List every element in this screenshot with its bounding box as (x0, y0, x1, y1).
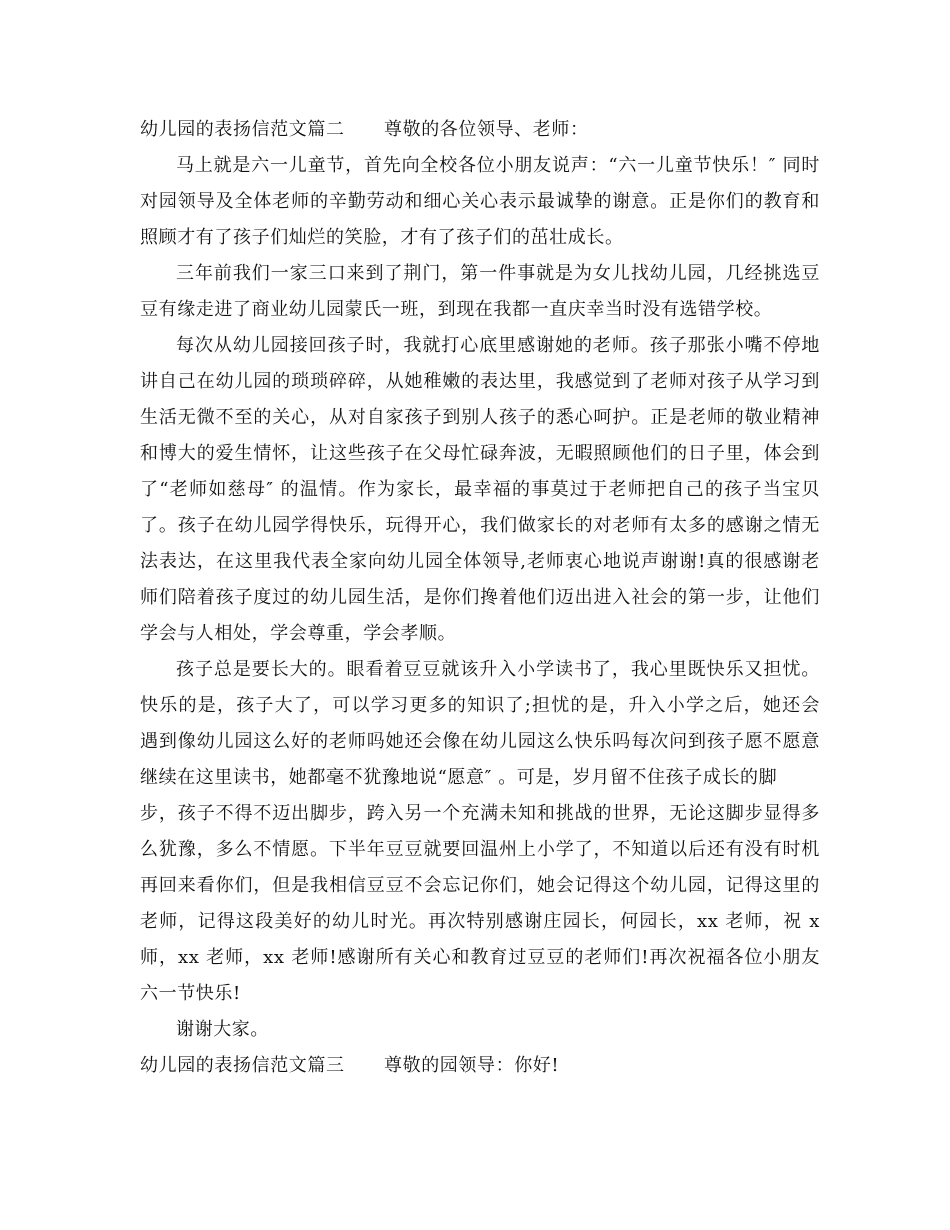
paragraph-line: 三年前我们一家三口来到了荆门，第一件事就是为女儿找幼儿园，几经挑选豆 (176, 263, 820, 284)
paragraph-line: 师们陪着孩子度过的幼儿园生活，是你们搀着他们迈出进入社会的第一步，让他们 (140, 587, 820, 608)
paragraph-line: 快乐的是，孩子大了，可以学习更多的知识了;担忧的是，升入小学之后，她还会 (140, 695, 820, 716)
paragraph-line: 孩子总是要长大的。眼看着豆豆就该升入小学读书了，我心里既快乐又担忧。 (176, 659, 820, 680)
section-3-title: 幼儿园的表扬信范文篇三 (140, 1055, 345, 1076)
paragraph-line: 马上就是六一儿童节，首先向全校各位小朋友说声：“六一儿童节快乐！″ 同时 (176, 155, 820, 176)
section-2-title: 幼儿园的表扬信范文篇二 (140, 119, 345, 140)
paragraph-line: 老师，记得这段美好的幼儿时光。再次特别感谢庄园长，何园长，xx 老师，祝 x (140, 911, 820, 932)
paragraph-line: 和博大的爱生情怀，让这些孩子在父母忙碌奔波，无暇照顾他们的日子里，体会到 (140, 443, 820, 464)
paragraph-line: 每次从幼儿园接回孩子时，我就打心底里感谢她的老师。孩子那张小嘴不停地 (176, 335, 820, 356)
paragraph-line: 照顾才有了孩子们灿烂的笑脸，才有了孩子们的茁壮成长。 (140, 227, 624, 248)
paragraph-line: 师，xx 老师，xx 老师!感谢所有关心和教育过豆豆的老师们!再次祝福各位小朋友 (140, 947, 820, 968)
section-2-salutation: 尊敬的各位领导、老师： (384, 119, 589, 140)
paragraph-line: 对园领导及全体老师的辛勤劳动和细心关心表示最诚挚的谢意。正是你们的教育和 (140, 191, 820, 212)
paragraph-line: 步，孩子不得不迈出脚步，跨入另一个充满未知和挑战的世界，无论这脚步显得多 (140, 803, 820, 824)
paragraph-line: 讲自己在幼儿园的琐琐碎碎，从她稚嫩的表达里，我感觉到了老师对孩子从学习到 (140, 371, 820, 392)
closing-line: 谢谢大家。 (176, 1019, 269, 1040)
paragraph-line: 了“老师如慈母″ 的温情。作为家长，最幸福的事莫过于老师把自己的孩子当宝贝 (140, 479, 820, 500)
paragraph-line: 么犹豫，多么不情愿。下半年豆豆就要回温州上小学了，不知道以后还有没有时机 (140, 839, 820, 860)
paragraph-line: 继续在这里读书，她都毫不犹豫地说“愿意″ 。可是，岁月留不住孩子成长的脚 (140, 767, 778, 788)
paragraph-line: 学会与人相处，学会尊重，学会孝顺。 (140, 623, 457, 644)
paragraph-line: 生活无微不至的关心，从对自家孩子到别人孩子的悉心呵护。正是老师的敬业精神 (140, 407, 820, 428)
section-3-salutation: 尊敬的园领导：你好! (384, 1055, 560, 1076)
paragraph-line: 法表达，在这里我代表全家向幼儿园全体领导,老师衷心地说声谢谢!真的很感谢老 (140, 551, 820, 572)
paragraph-line: 了。孩子在幼儿园学得快乐，玩得开心，我们做家长的对老师有太多的感谢之情无 (140, 515, 820, 536)
paragraph-line: 再回来看你们，但是我相信豆豆不会忘记你们，她会记得这个幼儿园，记得这里的 (140, 875, 820, 896)
paragraph-line: 遇到像幼儿园这么好的老师吗她还会像在幼儿园这么快乐吗每次问到孩子愿不愿意 (140, 731, 820, 752)
paragraph-line: 豆有缘走进了商业幼儿园蒙氏一班，到现在我都一直庆幸当时没有选错学校。 (140, 299, 773, 320)
paragraph-line: 六一节快乐! (140, 983, 241, 1004)
